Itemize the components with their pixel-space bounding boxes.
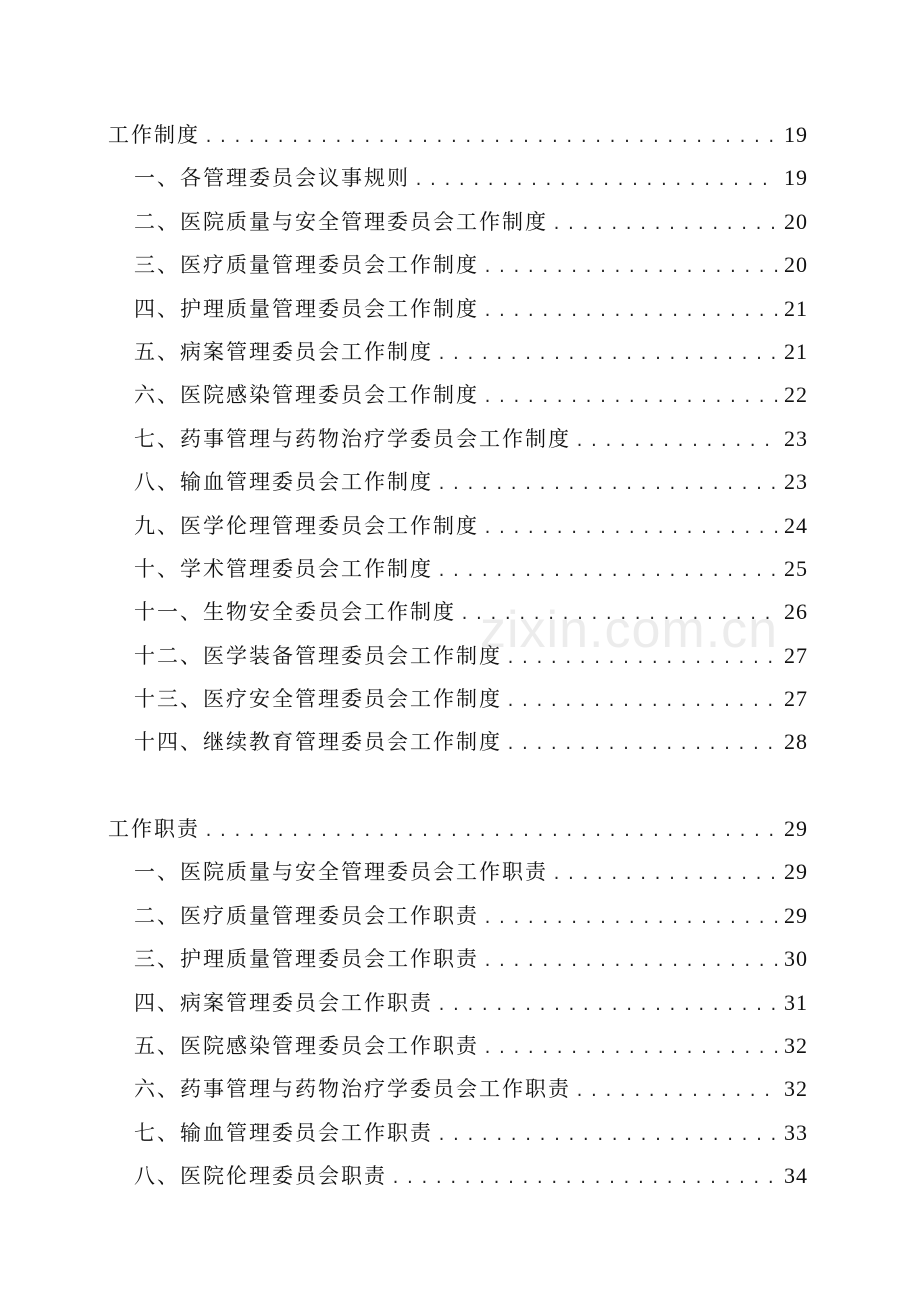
toc-page-number: 20 bbox=[784, 208, 808, 234]
toc-entry-title: 七、药事管理与药物治疗学委员会工作制度 bbox=[134, 426, 571, 451]
toc-section-heading[interactable] bbox=[108, 807, 808, 850]
toc-entry-title: 三、护理质量管理委员会工作职责 bbox=[134, 947, 479, 972]
toc-entry-title: 二、医院质量与安全管理委员会工作制度 bbox=[134, 209, 548, 234]
toc-entry-title: 八、医院伦理委员会职责 bbox=[134, 1164, 387, 1189]
toc-entry-title: 一、各管理委员会议事规则 bbox=[134, 166, 410, 191]
toc-entry[interactable] bbox=[108, 937, 808, 980]
toc-entry[interactable] bbox=[108, 504, 808, 547]
toc-entry[interactable] bbox=[108, 634, 808, 677]
toc-entry[interactable] bbox=[108, 243, 808, 286]
toc-entry-title: 十、学术管理委员会工作制度 bbox=[134, 556, 433, 581]
toc-dot-leader bbox=[437, 550, 778, 593]
watermark: zixin.com.cn bbox=[480, 601, 779, 659]
table-of-contents-2 bbox=[108, 807, 808, 1198]
toc-dot-leader bbox=[575, 420, 778, 463]
toc-dot-leader bbox=[204, 810, 778, 853]
toc-page-number: 32 bbox=[784, 1032, 808, 1058]
toc-page-number: 32 bbox=[784, 1076, 808, 1102]
toc-page-number: 31 bbox=[784, 989, 808, 1015]
toc-page-number: 28 bbox=[784, 729, 808, 755]
toc-section-work-duties bbox=[108, 807, 808, 1198]
toc-entry-title: 六、医院感染管理委员会工作制度 bbox=[134, 383, 479, 408]
toc-dot-leader bbox=[483, 376, 778, 419]
toc-dot-leader bbox=[506, 680, 778, 723]
toc-dot-leader bbox=[437, 333, 778, 376]
toc-entry-title: 九、医学伦理管理委员会工作制度 bbox=[134, 513, 479, 538]
table-of-contents bbox=[108, 113, 808, 764]
toc-dot-leader bbox=[483, 940, 778, 983]
toc-page-number: 34 bbox=[784, 1163, 808, 1189]
toc-entry-title: 一、医院质量与安全管理委员会工作职责 bbox=[134, 860, 548, 885]
toc-page-number: 29 bbox=[784, 816, 808, 841]
toc-dot-leader bbox=[483, 246, 778, 289]
toc-page-number: 33 bbox=[784, 1119, 808, 1145]
toc-page-number: 26 bbox=[784, 599, 808, 625]
toc-section-heading[interactable] bbox=[108, 113, 808, 156]
toc-entry-title: 四、病案管理委员会工作职责 bbox=[134, 990, 433, 1015]
toc-entry-title: 十一、生物安全委员会工作制度 bbox=[134, 600, 456, 625]
toc-dot-leader bbox=[437, 463, 778, 506]
toc-entry[interactable] bbox=[108, 677, 808, 720]
toc-entry-title: 六、药事管理与药物治疗学委员会工作职责 bbox=[134, 1077, 571, 1102]
toc-entry[interactable] bbox=[108, 417, 808, 460]
toc-page-number: 23 bbox=[784, 425, 808, 451]
toc-dot-leader bbox=[552, 203, 778, 246]
toc-entry[interactable] bbox=[108, 1067, 808, 1110]
toc-dot-leader bbox=[437, 1114, 778, 1157]
toc-entry[interactable] bbox=[108, 720, 808, 763]
toc-entry[interactable] bbox=[108, 1024, 808, 1067]
toc-dot-leader bbox=[483, 290, 778, 333]
toc-page-number: 27 bbox=[784, 686, 808, 712]
toc-page-number: 23 bbox=[784, 469, 808, 495]
toc-dot-leader bbox=[506, 637, 778, 680]
toc-page-number: 21 bbox=[784, 295, 808, 321]
toc-dot-leader bbox=[575, 1070, 778, 1113]
toc-dot-leader bbox=[483, 507, 778, 550]
toc-entry-title: 八、输血管理委员会工作制度 bbox=[134, 470, 433, 495]
toc-section-work-systems bbox=[108, 113, 808, 764]
toc-entry-title: 工作制度 bbox=[108, 123, 200, 147]
toc-page-number: 27 bbox=[784, 642, 808, 668]
toc-entry[interactable] bbox=[108, 1154, 808, 1197]
toc-entry-title: 五、医院感染管理委员会工作职责 bbox=[134, 1033, 479, 1058]
toc-entry-title: 二、医疗质量管理委员会工作职责 bbox=[134, 903, 479, 928]
toc-entry[interactable] bbox=[108, 547, 808, 590]
toc-entry-title: 四、护理质量管理委员会工作制度 bbox=[134, 296, 479, 321]
toc-entry[interactable] bbox=[108, 894, 808, 937]
toc-dot-leader bbox=[483, 1027, 778, 1070]
toc-page-number: 20 bbox=[784, 252, 808, 278]
toc-page-number: 22 bbox=[784, 382, 808, 408]
toc-entry-title: 十四、继续教育管理委员会工作制度 bbox=[134, 730, 502, 755]
toc-dot-leader bbox=[437, 984, 778, 1027]
toc-dot-leader bbox=[391, 1157, 778, 1200]
toc-entry[interactable] bbox=[108, 330, 808, 373]
toc-entry[interactable] bbox=[108, 156, 808, 199]
toc-entry-title: 十二、医学装备管理委员会工作制度 bbox=[134, 643, 502, 668]
toc-page-number: 30 bbox=[784, 946, 808, 972]
toc-entry[interactable] bbox=[108, 590, 808, 633]
toc-entry[interactable] bbox=[108, 460, 808, 503]
toc-entry[interactable] bbox=[108, 200, 808, 243]
toc-entry-title: 十三、医疗安全管理委员会工作制度 bbox=[134, 687, 502, 712]
toc-page-number: 24 bbox=[784, 512, 808, 538]
toc-entry-title: 工作职责 bbox=[108, 817, 200, 841]
toc-page-number: 19 bbox=[784, 122, 808, 147]
toc-page-number: 29 bbox=[784, 902, 808, 928]
toc-page-number: 29 bbox=[784, 859, 808, 885]
toc-dot-leader bbox=[414, 159, 778, 202]
toc-page-number: 25 bbox=[784, 555, 808, 581]
toc-dot-leader bbox=[204, 116, 778, 159]
toc-entry[interactable] bbox=[108, 287, 808, 330]
toc-dot-leader bbox=[552, 853, 778, 896]
toc-entry[interactable] bbox=[108, 981, 808, 1024]
toc-entry[interactable] bbox=[108, 373, 808, 416]
toc-entry-title: 三、医疗质量管理委员会工作制度 bbox=[134, 253, 479, 278]
toc-page-number: 21 bbox=[784, 338, 808, 364]
toc-dot-leader bbox=[506, 723, 778, 766]
toc-entry-title: 五、病案管理委员会工作制度 bbox=[134, 339, 433, 364]
toc-entry-title: 七、输血管理委员会工作职责 bbox=[134, 1120, 433, 1145]
toc-dot-leader bbox=[460, 593, 778, 636]
toc-dot-leader bbox=[483, 897, 778, 940]
toc-page-number: 19 bbox=[784, 165, 808, 191]
toc-entry[interactable] bbox=[108, 850, 808, 893]
toc-entry[interactable] bbox=[108, 1111, 808, 1154]
